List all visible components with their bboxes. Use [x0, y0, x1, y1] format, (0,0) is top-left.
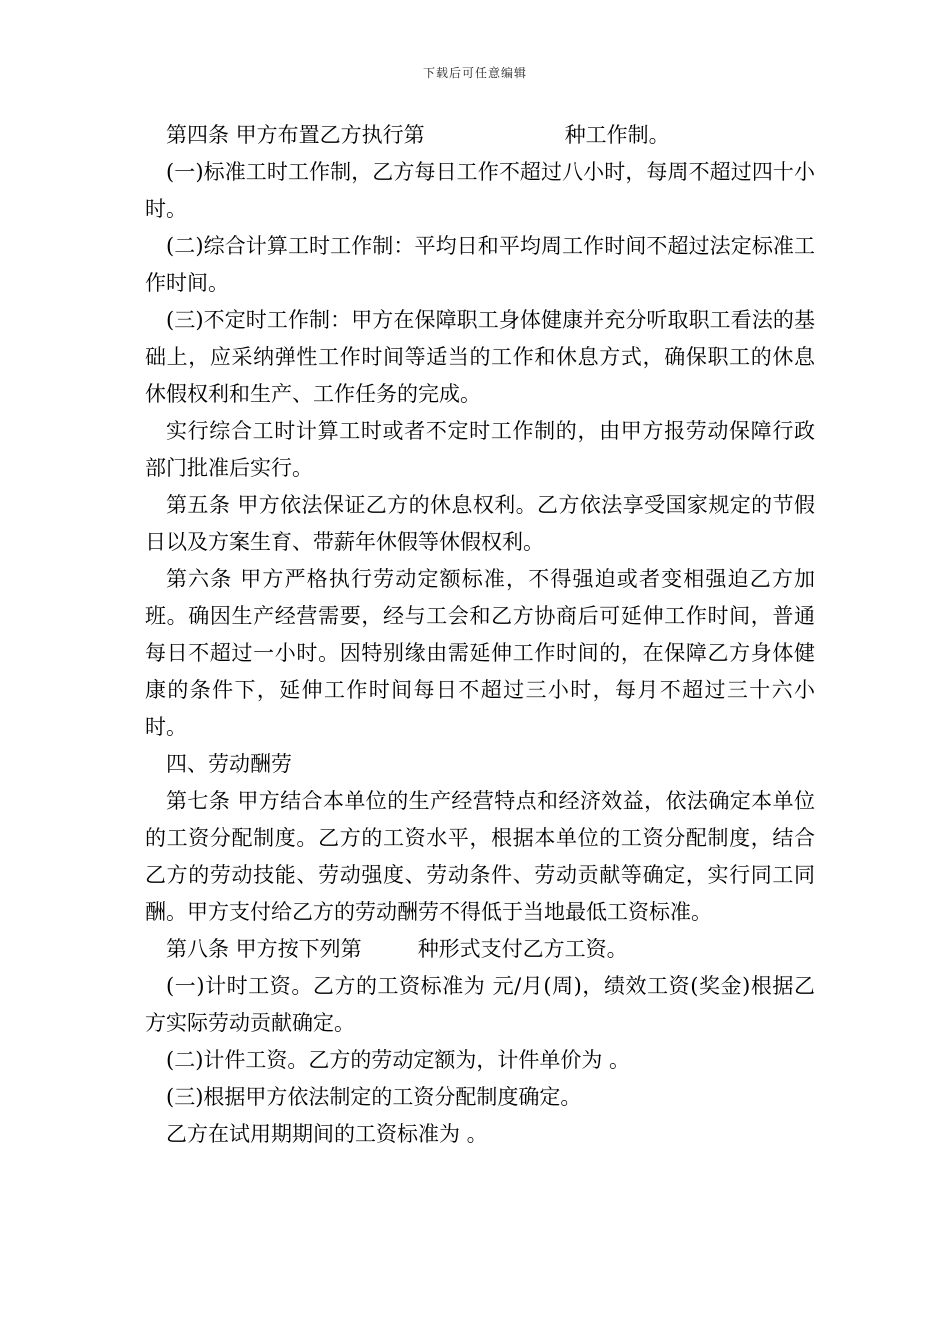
- flexible-hours-paragraph: (三)不定时工作制：甲方在保障职工身体健康并充分听取职工看法的基础上，应采纳弹性工作时间等适当的工作和休息方式，确保职工的休息休假权利和生产、工作任务的完成。: [145, 308, 815, 406]
- document-body: [145, 117, 815, 1153]
- section-heading: 四、劳动酬劳: [166, 752, 292, 776]
- page-header: 下载后可任意编辑: [422, 66, 527, 80]
- article-5-paragraph: 第五条 甲方依法保证乙方的休息权利。乙方依法享受国家规定的节假日以及方案生育、带薪年休假等休假权利。: [145, 493, 815, 554]
- time-wage-paragraph: (一)计时工资。乙方的工资标准为 元/月(周)，绩效工资(奖金)根据乙方实际劳动贡献确定。: [145, 974, 815, 1035]
- wage-system-paragraph: (三)根据甲方依法制定的工资分配制度确定。: [166, 1085, 582, 1109]
- approval-paragraph: 实行综合工时计算工时或者不定时工作制的，由甲方报劳动保障行政部门批准后实行。: [145, 419, 815, 480]
- article-4-text-end: 种工作制。: [564, 123, 670, 147]
- standard-hours-paragraph: (一)标准工时工作制，乙方每日工作不超过八小时，每周不超过四十小时。: [145, 160, 815, 221]
- comprehensive-hours-paragraph: (二)综合计算工时工作制：平均日和平均周工作时间不超过法定标准工作时间。: [145, 234, 815, 295]
- article-8-text-end: 种形式支付乙方工资。: [417, 937, 628, 961]
- piece-wage-paragraph: (二)计件工资。乙方的劳动定额为，计件单价为 。: [166, 1048, 631, 1072]
- probation-wage-paragraph: 乙方在试用期期间的工资标准为 。: [166, 1122, 488, 1146]
- article-8-text: 第八条 甲方按下列第: [166, 937, 362, 961]
- article-4-text: 第四条 甲方布置乙方执行第: [166, 123, 425, 147]
- article-6-paragraph: 第六条 甲方严格执行劳动定额标准，不得强迫或者变相强迫乙方加班。确因生产经营需要，经与工会和乙方协商后可延伸工作时间，普通每日不超过一小时。因特别缘由需延伸工作时间的，在保障乙方身体健康的条件下，延伸工作时间每日不超过三小时，每月不超过三十六小时。: [145, 567, 815, 739]
- article-4-paragraph: [145, 117, 815, 154]
- article-8-paragraph: [145, 931, 815, 968]
- article-7-paragraph: 第七条 甲方结合本单位的生产经营特点和经济效益，依法确定本单位的工资分配制度。乙方的工资水平，根据本单位的工资分配制度，结合乙方的劳动技能、劳动强度、劳动条件、劳动贡献等确定，实行同工同酬。甲方支付给乙方的劳动酬劳不得低于当地最低工资标准。: [145, 789, 815, 924]
